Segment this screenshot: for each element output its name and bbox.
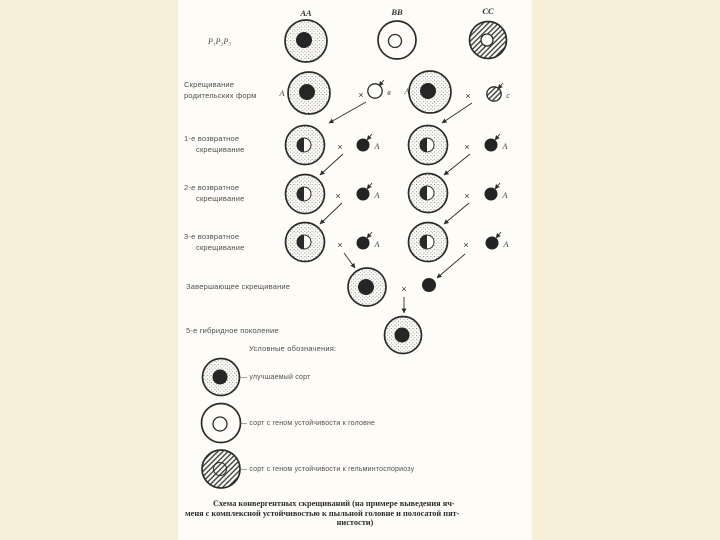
donor-cell-a xyxy=(357,139,370,152)
cross-sign: × xyxy=(464,191,470,201)
row-label-hybrid-generation-5: 5-е гибридное поколение xyxy=(186,326,279,335)
letter-a: А xyxy=(503,240,509,249)
gene-arrow xyxy=(379,80,384,86)
row-label-final-crossing: Завершающее скрещивание xyxy=(186,282,291,291)
letter-a: А xyxy=(502,142,508,151)
cross-sign: × xyxy=(464,142,470,152)
row-backcross-3 xyxy=(286,223,509,279)
nucleus xyxy=(395,328,410,343)
letter-b: в xyxy=(387,88,391,97)
descent-arrow xyxy=(320,203,342,224)
cross-sign: × xyxy=(335,191,341,201)
row-hybrid-generation-5 xyxy=(385,317,422,354)
letter-a: А xyxy=(404,87,410,96)
letter-a: А xyxy=(374,191,380,200)
gene-arrow xyxy=(495,183,500,189)
letter-a: А xyxy=(279,89,285,98)
cross-sign: × xyxy=(401,284,407,294)
cross-sign: × xyxy=(337,240,343,250)
genotype-label-cc: СС xyxy=(482,6,494,16)
gene-arrow xyxy=(496,232,501,238)
row-label-line: скрещивание xyxy=(196,243,245,252)
letter-a: А xyxy=(374,142,380,151)
cross-sign: × xyxy=(358,90,364,100)
gene-arrow xyxy=(367,183,372,189)
donor-cell-a xyxy=(357,237,370,250)
legend-item-label: — сорт с геном устойчивости к головне xyxy=(240,420,376,427)
gene-arrow xyxy=(367,134,372,140)
letter-c: с xyxy=(506,91,510,100)
genotype-label-aa: АА xyxy=(300,8,312,18)
nucleus xyxy=(213,370,228,385)
cross-sign: × xyxy=(337,142,343,152)
caption-line: меня с комплексной устойчивостью к пыльной головне и полосатой пят- xyxy=(185,508,460,518)
letter-a: А xyxy=(502,191,508,200)
descent-arrow xyxy=(320,154,343,175)
nucleus xyxy=(420,83,436,99)
row-label-line: скрещивание xyxy=(196,194,245,203)
generation-label: Р₁Р₂Р₃ xyxy=(208,37,232,46)
donor-cell-a xyxy=(485,139,498,152)
donor-cell-a xyxy=(357,188,370,201)
descent-arrow xyxy=(444,203,469,224)
descent-arrow xyxy=(437,254,465,278)
donor-cell-a xyxy=(485,188,498,201)
descent-arrow xyxy=(329,102,366,123)
legend-title: Условные обозначения: xyxy=(249,344,337,353)
legend-item-label: — улучшаемый сорт xyxy=(240,374,311,381)
row-label-line: 3-е возвратное xyxy=(184,232,240,241)
row-label-parental-crossing xyxy=(184,79,256,101)
row-backcross-1 xyxy=(286,126,508,176)
gene-arrow xyxy=(498,83,503,89)
row-parental-crossing xyxy=(279,71,511,123)
row-label-backcross-3 xyxy=(184,231,245,253)
legend-symbol-helminthosporiosis-resistant xyxy=(202,450,240,488)
nucleus xyxy=(389,35,402,48)
descent-arrow xyxy=(344,253,355,268)
row-label-line: 1-е возвратное xyxy=(184,134,240,143)
row-label-line: 2-е возвратное xyxy=(184,183,240,192)
row-label-line: родительских форм xyxy=(184,91,257,100)
caption-line: нистости) xyxy=(336,518,374,528)
row-label-backcross-1 xyxy=(184,133,245,155)
row-backcross-2 xyxy=(286,174,508,225)
cross-sign: × xyxy=(465,91,471,101)
nucleus xyxy=(481,34,493,46)
nucleus xyxy=(358,279,374,295)
gene-arrow xyxy=(367,232,372,238)
row-final-crossing xyxy=(348,268,436,313)
donor-cell-c xyxy=(487,87,501,101)
caption-line: Схема конвергентных скрещиваний (на примере выведения яч- xyxy=(213,499,455,508)
cross-sign: × xyxy=(463,240,469,250)
letter-a: А xyxy=(374,240,380,249)
parents-row xyxy=(207,6,507,62)
donor-cell-b xyxy=(368,84,382,98)
scanned-page xyxy=(178,0,532,540)
donor-cell-a xyxy=(486,237,499,250)
nucleus xyxy=(299,84,315,100)
descent-arrow xyxy=(444,154,470,175)
nucleus xyxy=(213,417,227,431)
gene-arrow xyxy=(495,134,500,140)
figure-caption xyxy=(185,499,525,528)
nucleus xyxy=(296,32,312,48)
donor-cell-a xyxy=(422,278,436,292)
row-label-line: Скрещивание xyxy=(184,80,235,89)
row-label-line: скрещивание xyxy=(196,145,245,154)
legend-symbols xyxy=(202,359,241,489)
legend-item-label: — сорт с геном устойчивости к гельминтоспориозу xyxy=(240,466,415,473)
genotype-label-bb: ВВ xyxy=(391,7,403,17)
row-label-backcross-2 xyxy=(184,182,245,204)
